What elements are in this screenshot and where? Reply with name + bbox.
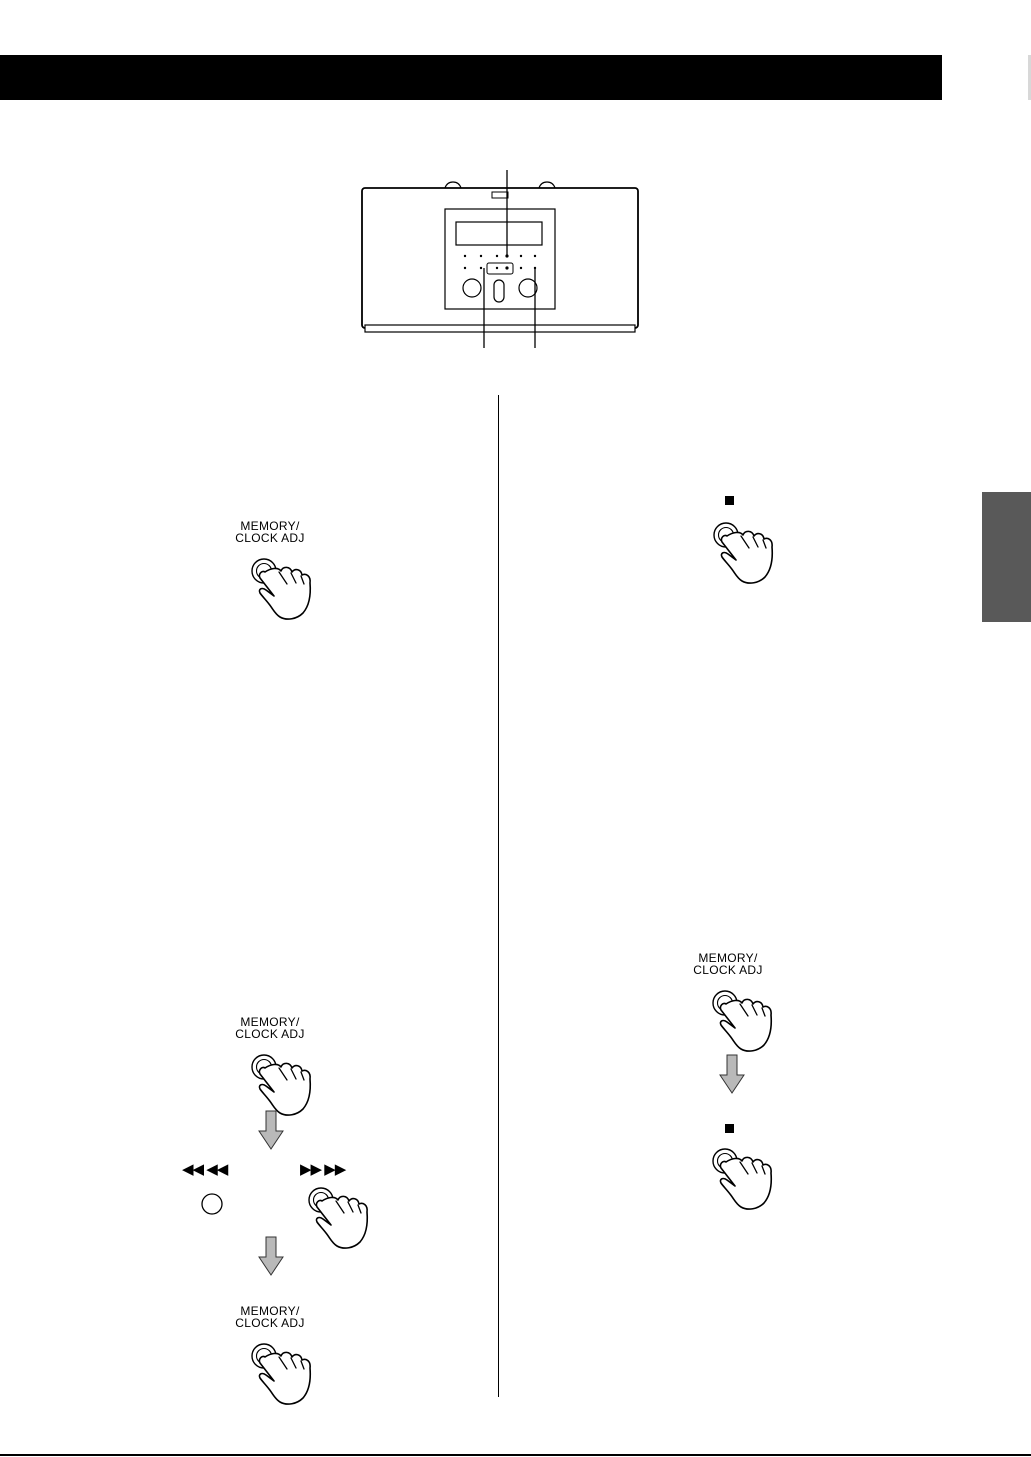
memory-clock-adj-label: MEMORY/ CLOCK ADJ	[235, 519, 305, 545]
stop-square-icon	[725, 1124, 734, 1133]
finger-press-icon	[245, 551, 325, 623]
button-circle-icon	[200, 1192, 224, 1216]
finger-press-icon	[706, 983, 786, 1055]
footer-rule	[0, 1454, 1031, 1456]
skip-back-icon: ◀◀ ◀◀	[182, 1161, 228, 1178]
finger-press-icon	[302, 1180, 382, 1252]
finger-press-icon	[707, 515, 787, 587]
skip-forward-icon: ▶▶ ▶▶	[300, 1161, 346, 1178]
memory-clock-adj-label: MEMORY/ CLOCK ADJ	[235, 1015, 305, 1041]
memory-clock-adj-label: MEMORY/ CLOCK ADJ	[235, 1304, 305, 1330]
stop-square-icon	[725, 496, 734, 505]
radio-unit-icon	[362, 182, 638, 332]
finger-press-icon	[706, 1141, 786, 1213]
section-header-bar	[0, 55, 942, 100]
finger-press-icon	[245, 1336, 325, 1408]
chapter-side-tab	[982, 492, 1031, 622]
down-arrow-icon	[258, 1236, 284, 1276]
down-arrow-icon	[258, 1110, 284, 1150]
radio-unit-illustration	[355, 170, 645, 355]
column-divider	[498, 395, 499, 1397]
memory-clock-adj-label: MEMORY/ CLOCK ADJ	[693, 951, 763, 977]
finger-press-icon	[245, 1047, 325, 1119]
down-arrow-icon	[719, 1054, 745, 1094]
